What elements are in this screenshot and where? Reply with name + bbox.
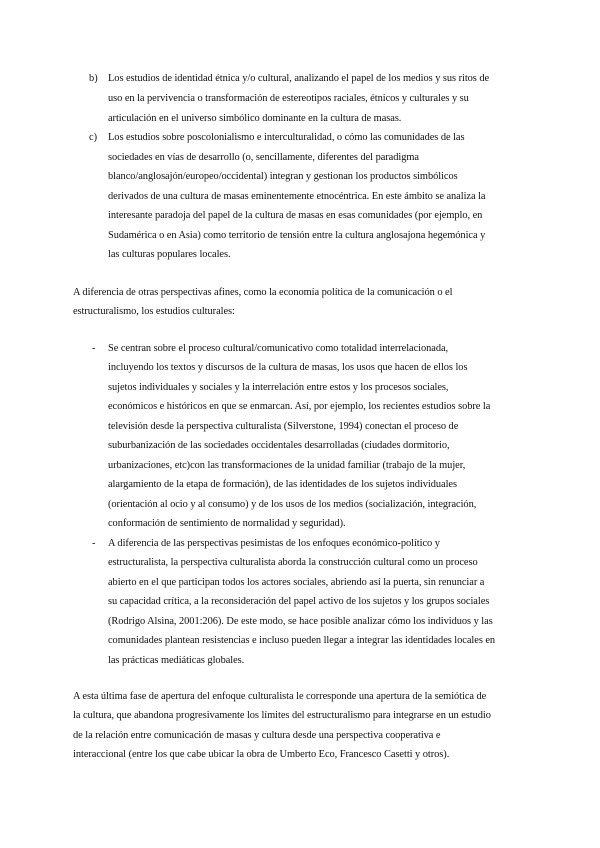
text-line: interaccional (entre los que cabe ubicar la obra de Umberto Eco, Francesco Casetti y otros). xyxy=(73,749,450,760)
text-line: Sudamérica o en Asia) como territorio de tensión entre la cultura anglosajona hegemónica y xyxy=(108,230,486,241)
text-line: (Rodrigo Alsina, 2001:206). De este modo, se hace posible analizar cómo los individuos y las xyxy=(108,616,493,627)
text-line: urbanizaciones, etc)con las transformaciones de la unidad familiar (trabajo de la mujer, xyxy=(108,460,466,471)
text-line: de la relación entre comunicación de masas y cultura desde una perspectiva cooperativa e xyxy=(73,730,441,741)
text-line: sociedades en vías de desarrollo (o, sencillamente, diferentes del paradigma xyxy=(108,152,419,163)
text-line: Los estudios de identidad étnica y/o cultural, analizando el papel de los medios y sus ritos de xyxy=(108,73,490,84)
text-line: incluyendo los textos y discursos de la cultura de masas, los usos que hacen de ellos los xyxy=(108,362,468,373)
text-line: económicos e históricos en que se enmarcan. Así, por ejemplo, los recientes estudios sobre la xyxy=(108,401,491,412)
text-line: la cultura, que abandona progresivamente los límites del estructuralismo para integrarse en un estudio xyxy=(73,710,491,721)
text-line: interesante paradoja del papel de la cultura de masas en esas comunidades (por ejemplo, en xyxy=(108,210,483,221)
text-line: suburbanización de las sociedades occidentales desarrolladas (ciudades dormitorio, xyxy=(108,440,450,451)
list-marker: c) xyxy=(89,132,98,143)
text-line: televisión desde la perspectiva culturalista (Silverstone, 1994) conectan el proceso de xyxy=(108,421,459,432)
text-line: las prácticas mediáticas globales. xyxy=(108,655,245,666)
text-line: estructuralismo, los estudios culturales: xyxy=(73,306,235,317)
text-line: blanco/anglosajón/europeo/occidental) integran y gestionan los productos simbólicos xyxy=(108,171,458,182)
text-line: Los estudios sobre poscolonialismo e interculturalidad, o cómo las comunidades de las xyxy=(108,132,465,143)
text-line: estructuralista, la perspectiva culturalista aborda la construcción cultural como un proceso xyxy=(108,557,478,568)
text-line: A esta última fase de apertura del enfoque culturalista le corresponde una apertura de la semiótica de xyxy=(73,691,487,702)
text-line: abierto en el que participan todos los actores sociales, abriendo así la puerta, sin renunciar a xyxy=(108,577,485,588)
text-line: su capacidad crítica, a la reconsideración del papel activo de los sujetos y los grupos sociales xyxy=(108,596,490,607)
list-marker: - xyxy=(92,538,96,549)
text-line: las culturas populares locales. xyxy=(108,249,231,260)
text-line: Se centran sobre el proceso cultural/comunicativo como totalidad interrelacionada, xyxy=(108,343,449,354)
text-line: comunidades plantean resistencias e incluso pueden llegar a integrar las identidades locales en xyxy=(108,635,496,646)
text-line: conformación de sentimiento de normalidad y seguridad). xyxy=(108,518,346,529)
text-line: A diferencia de otras perspectivas afines, como la economía política de la comunicación o el xyxy=(73,287,453,298)
text-line: articulación en el universo simbólico dominante en la cultura de masas. xyxy=(108,113,402,124)
text-line: A diferencia de las perspectivas pesimistas de los enfoques económico-político y xyxy=(108,538,440,549)
text-line: (orientación al ocio y al consumo) y de los usos de los medios (socialización, integración, xyxy=(108,499,477,510)
text-line: uso en la pervivencia o transformación de estereotipos raciales, étnicos y culturales y su xyxy=(108,93,469,104)
list-marker: - xyxy=(92,343,96,354)
text-line: sujetos individuales y sociales y la interrelación entre estos y los procesos sociales, xyxy=(108,382,449,393)
list-marker: b) xyxy=(89,73,98,84)
text-line: alargamiento de la etapa de formación), de las identidades de los sujetos individuales xyxy=(108,479,457,490)
text-line: derivados de una cultura de masas eminentemente etnocéntrica. En este ámbito se analiza la xyxy=(108,191,486,202)
